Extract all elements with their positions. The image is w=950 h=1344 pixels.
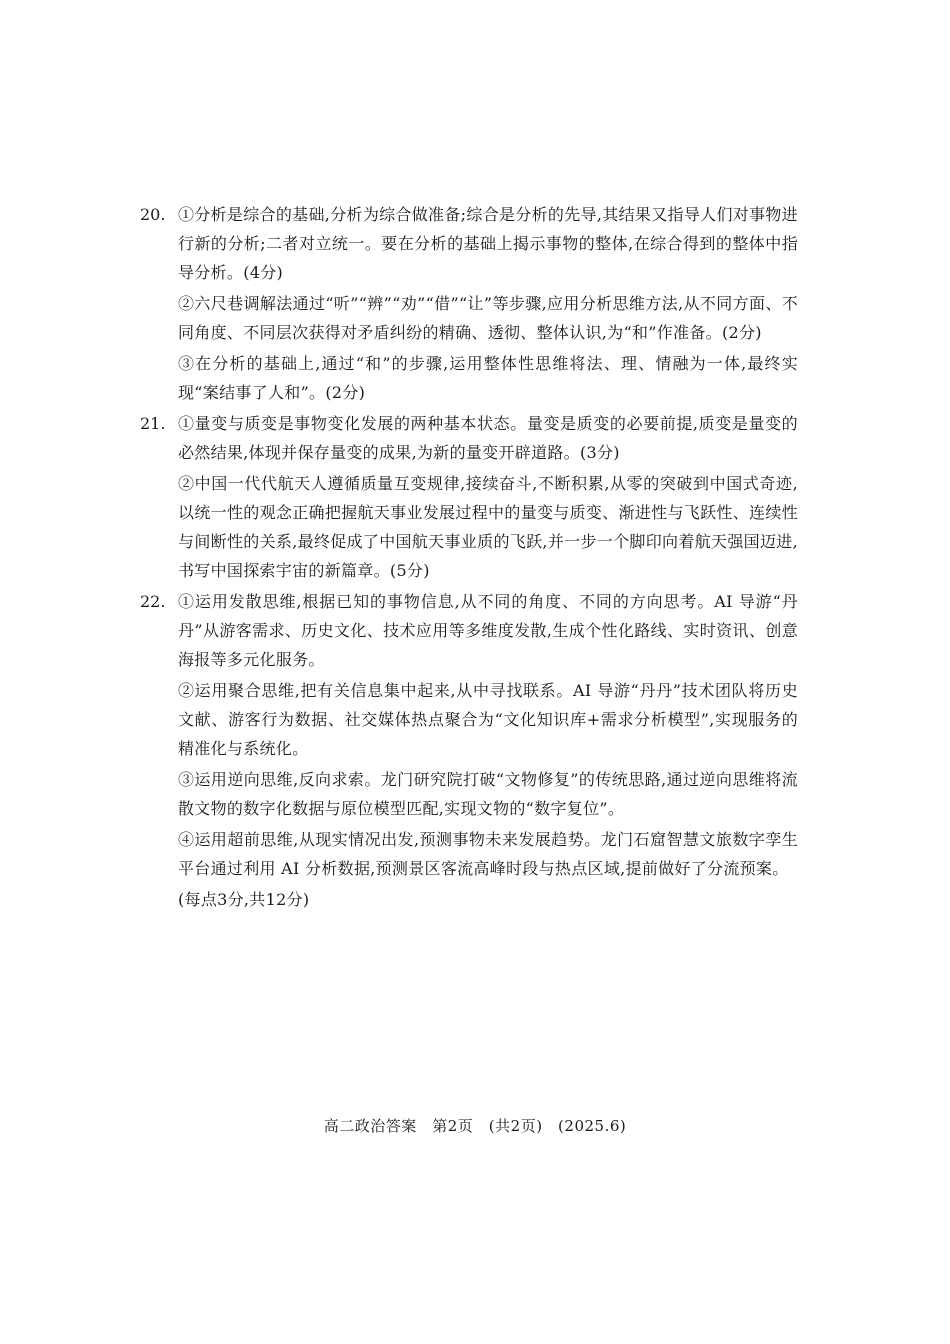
answer-paragraph: ④运用超前思维,从现实情况出发,预测事物未来发展趋势。龙门石窟智慧文旅数字孪生平台通过利用 AI 分析数据,预测景区客流高峰时段与热点区域,提前做好了分流预案。 (178, 830, 798, 878)
question-20 (140, 200, 798, 407)
answer-paragraph: ①运用发散思维,根据已知的事物信息,从不同的角度、不同的方向思考。AI 导游“丹丹”从游客需求、历史文化、技术应用等多维度发散,生成个性化路线、实时资讯、创意海报等多元化服务。 (178, 592, 798, 669)
answer-paragraph: ②中国一代代航天人遵循质量互变规律,接续奋斗,不断积累,从零的突破到中国式奇迹,以统一性的观念正确把握航天事业发展过程中的量变与质变、渐进性与飞跃性、连续性与间断性的关系,最终促成了中国航天事业质的飞跃,并一步一个脚印向着航天强国迈进,书写中国探索宇宙的新篇章。(5分) (178, 474, 798, 580)
answer-paragraph: ②六尺巷调解法通过“听”“辨”“劝”“借”“让”等步骤,应用分析思维方法,从不同方面、不同角度、不同层次获得对矛盾纠纷的精确、透彻、整体认识,为“和”作准备。(2分) (178, 294, 798, 342)
answer-paragraph: ②运用聚合思维,把有关信息集中起来,从中寻找联系。AI 导游“丹丹”技术团队将历史文献、游客行为数据、社交媒体热点聚合为“文化知识库+需求分析模型”,实现服务的精准化与系统化。 (178, 681, 798, 758)
answer-paragraph: ③运用逆向思维,反向求索。龙门研究院打破“文物修复”的传统思路,通过逆向思维将流散文物的数字化数据与原位模型匹配,实现文物的“数字复位”。 (178, 770, 798, 818)
answer-paragraph: ①量变与质变是事物变化发展的两种基本状态。量变是质变的必要前提,质变是量变的必然结果,体现并保存量变的成果,为新的量变开辟道路。(3分) (178, 414, 798, 462)
question-22 (140, 587, 798, 914)
answer-content (140, 200, 798, 916)
answer-paragraph: ③在分析的基础上,通过“和”的步骤,运用整体性思维将法、理、情融为一体,最终实现“案结事了人和”。(2分) (178, 354, 798, 402)
question-21 (140, 409, 798, 585)
answer-paragraph: ①分析是综合的基础,分析为综合做准备;综合是分析的先导,其结果又指导人们对事物进行新的分析;二者对立统一。要在分析的基础上揭示事物的整体,在综合得到的整体中指导分析。(4分) (178, 205, 798, 282)
question-number: 20. (140, 205, 166, 224)
question-number: 21. (140, 414, 166, 433)
page-footer: 高二政治答案 第2页 (共2页) (2025.6) (323, 1117, 627, 1135)
question-number: 22. (140, 592, 166, 611)
score-note: (每点3分,共12分) (178, 890, 310, 909)
